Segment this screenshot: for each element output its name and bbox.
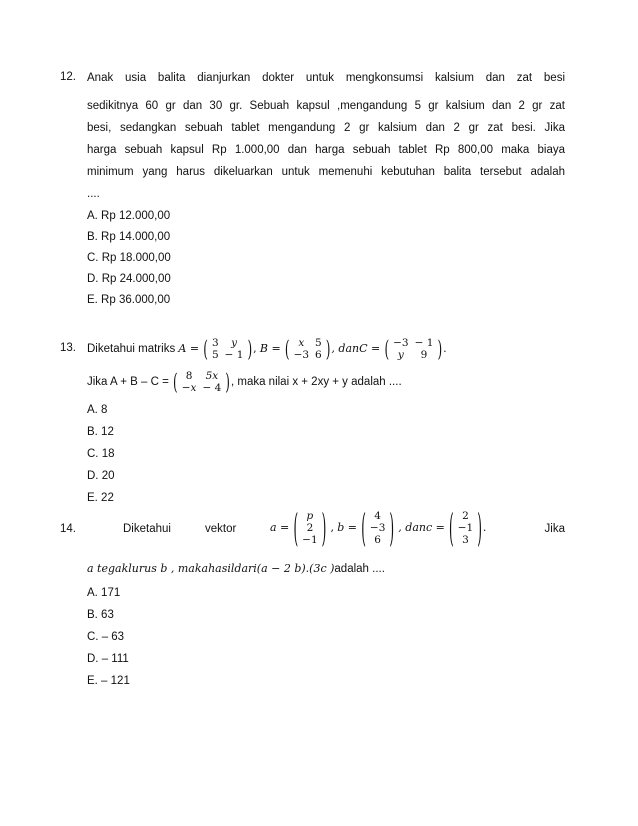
matrix-cell: − 1 (414, 337, 434, 349)
intro-text: Diketahui matriks (87, 343, 176, 356)
separator: , (253, 342, 257, 356)
condition-math: a tegaklurus b , makahasildari(a − 2 b).(3c ) (87, 562, 335, 575)
diketahui-text: Diketahui (123, 523, 171, 535)
option-d: D. – 111 (87, 653, 129, 665)
matrix-result (179, 370, 225, 394)
question-number: 12. (60, 71, 76, 83)
vector-cell: 2 (462, 510, 469, 522)
vector-cell: 6 (374, 534, 381, 546)
matrix-cell: 5 (315, 337, 322, 349)
option-b: B. Rp 14.000,00 (87, 231, 171, 243)
vector-cell: −1 (457, 522, 474, 534)
option-c: C. 18 (87, 448, 115, 460)
question-text-line: Anak usia balita dianjurkan dokter untuk mengkonsumsi kalsium dan zat besi (87, 72, 565, 84)
question-14 (60, 500, 565, 690)
option-c: C. Rp 18.000,00 (87, 252, 171, 264)
paren-left: ( (361, 505, 366, 551)
matrix-b (291, 337, 325, 361)
option-a: A. 171 (87, 587, 121, 599)
question-13 (60, 335, 565, 505)
question-statement (87, 335, 565, 363)
condition-text: adalah .... (334, 563, 385, 575)
matrix-c (390, 337, 436, 361)
vector-b-label: b = (337, 521, 358, 535)
vector-cell: 2 (306, 522, 314, 534)
question-number: 13. (60, 342, 76, 354)
option-b: B. 12 (87, 426, 114, 438)
question-text-line: .... (87, 188, 100, 200)
matrix-cell: −3 (293, 349, 310, 361)
vector-b (367, 510, 388, 546)
question-12 (60, 71, 565, 311)
vector-cell: 3 (462, 534, 469, 546)
matrix-cell: y (397, 349, 404, 361)
condition-text: , maka nilai x + 2xy + y adalah .... (230, 376, 402, 389)
option-e: E. 22 (87, 492, 114, 504)
option-c: C. – 63 (87, 631, 125, 643)
matrix-cell: −x (181, 382, 197, 394)
matrix-cell: 5 (211, 349, 219, 361)
question-text-line: besi, sedangkan sebuah tablet mengandung 2 gr kalsium dan 2 gr zat besi. Jika (87, 122, 565, 134)
paren-right: ) (437, 335, 443, 363)
option-d: D. 20 (87, 470, 115, 482)
vektor-text: vektor (205, 523, 237, 535)
paren-right: ) (321, 505, 327, 551)
vector-cell: −3 (369, 522, 386, 534)
vector-c-label: , danc = (398, 521, 445, 535)
matrix-cell: 9 (420, 349, 428, 361)
question-text-line: minimum yang harus dikeluarkan untuk memenuhi kebutuhan balita tersebut adalah (87, 166, 565, 178)
option-a: A. 8 (87, 404, 108, 416)
question-text-line: sedikitnya 60 gr dan 30 gr. Sebuah kapsul ,mengandung 5 gr kalsium dan 2 gr zat (87, 100, 565, 112)
matrix-cell: − 1 (224, 349, 244, 361)
paren-right: ) (247, 335, 253, 363)
vector-c (455, 510, 476, 546)
vector-cell: −1 (302, 534, 318, 546)
matrix-cell: − 4 (202, 382, 222, 394)
matrix-cell: 3 (211, 337, 219, 349)
vector-cell: 4 (374, 510, 381, 522)
matrix-b-label: B = (259, 342, 281, 356)
option-e: E. – 121 (87, 675, 130, 687)
matrix-cell: y (231, 337, 238, 349)
paren-right: ) (225, 368, 230, 396)
period: . (443, 342, 447, 356)
paren-right: ) (389, 505, 395, 551)
paren-left: ( (284, 335, 290, 363)
matrix-c-label: , danC = (331, 342, 381, 356)
matrix-cell: 8 (185, 370, 193, 382)
option-a: A. Rp 12.000,00 (87, 210, 171, 222)
question-number: 14. (60, 523, 76, 535)
jika-text: Jika (544, 523, 565, 535)
vector-a-label: a = (270, 521, 290, 535)
question-text-line: harga sebuah kapsul Rp 1.000,00 dan harga sebuah tablet Rp 800,00 maka biaya (87, 144, 565, 156)
paren-left: ( (449, 505, 454, 551)
question-condition (87, 368, 565, 396)
question-condition (87, 562, 565, 576)
matrix-cell: x (298, 337, 305, 349)
paren-left: ( (173, 368, 178, 396)
condition-text: Jika A + B – C = (87, 376, 169, 389)
paren-left: ( (384, 335, 390, 363)
paren-right: ) (477, 505, 482, 551)
option-b: B. 63 (87, 609, 114, 621)
matrix-a-label: A = (178, 342, 200, 356)
paren-left: ( (293, 505, 299, 551)
matrix-cell: 6 (315, 349, 322, 361)
paren-right: ) (325, 335, 331, 363)
option-d: D. Rp 24.000,00 (87, 273, 171, 285)
paren-left: ( (203, 335, 208, 363)
vector-definitions: a = ( p 2 −1 ) , b = ( 4 −3 6 ) , danc = ( 2 −1 3 ). (270, 500, 486, 556)
vector-cell: p (306, 510, 314, 522)
vector-a (299, 510, 320, 546)
option-e: E. Rp 36.000,00 (87, 294, 171, 306)
matrix-cell: 5x (205, 370, 219, 382)
matrix-cell: −3 (393, 337, 409, 349)
